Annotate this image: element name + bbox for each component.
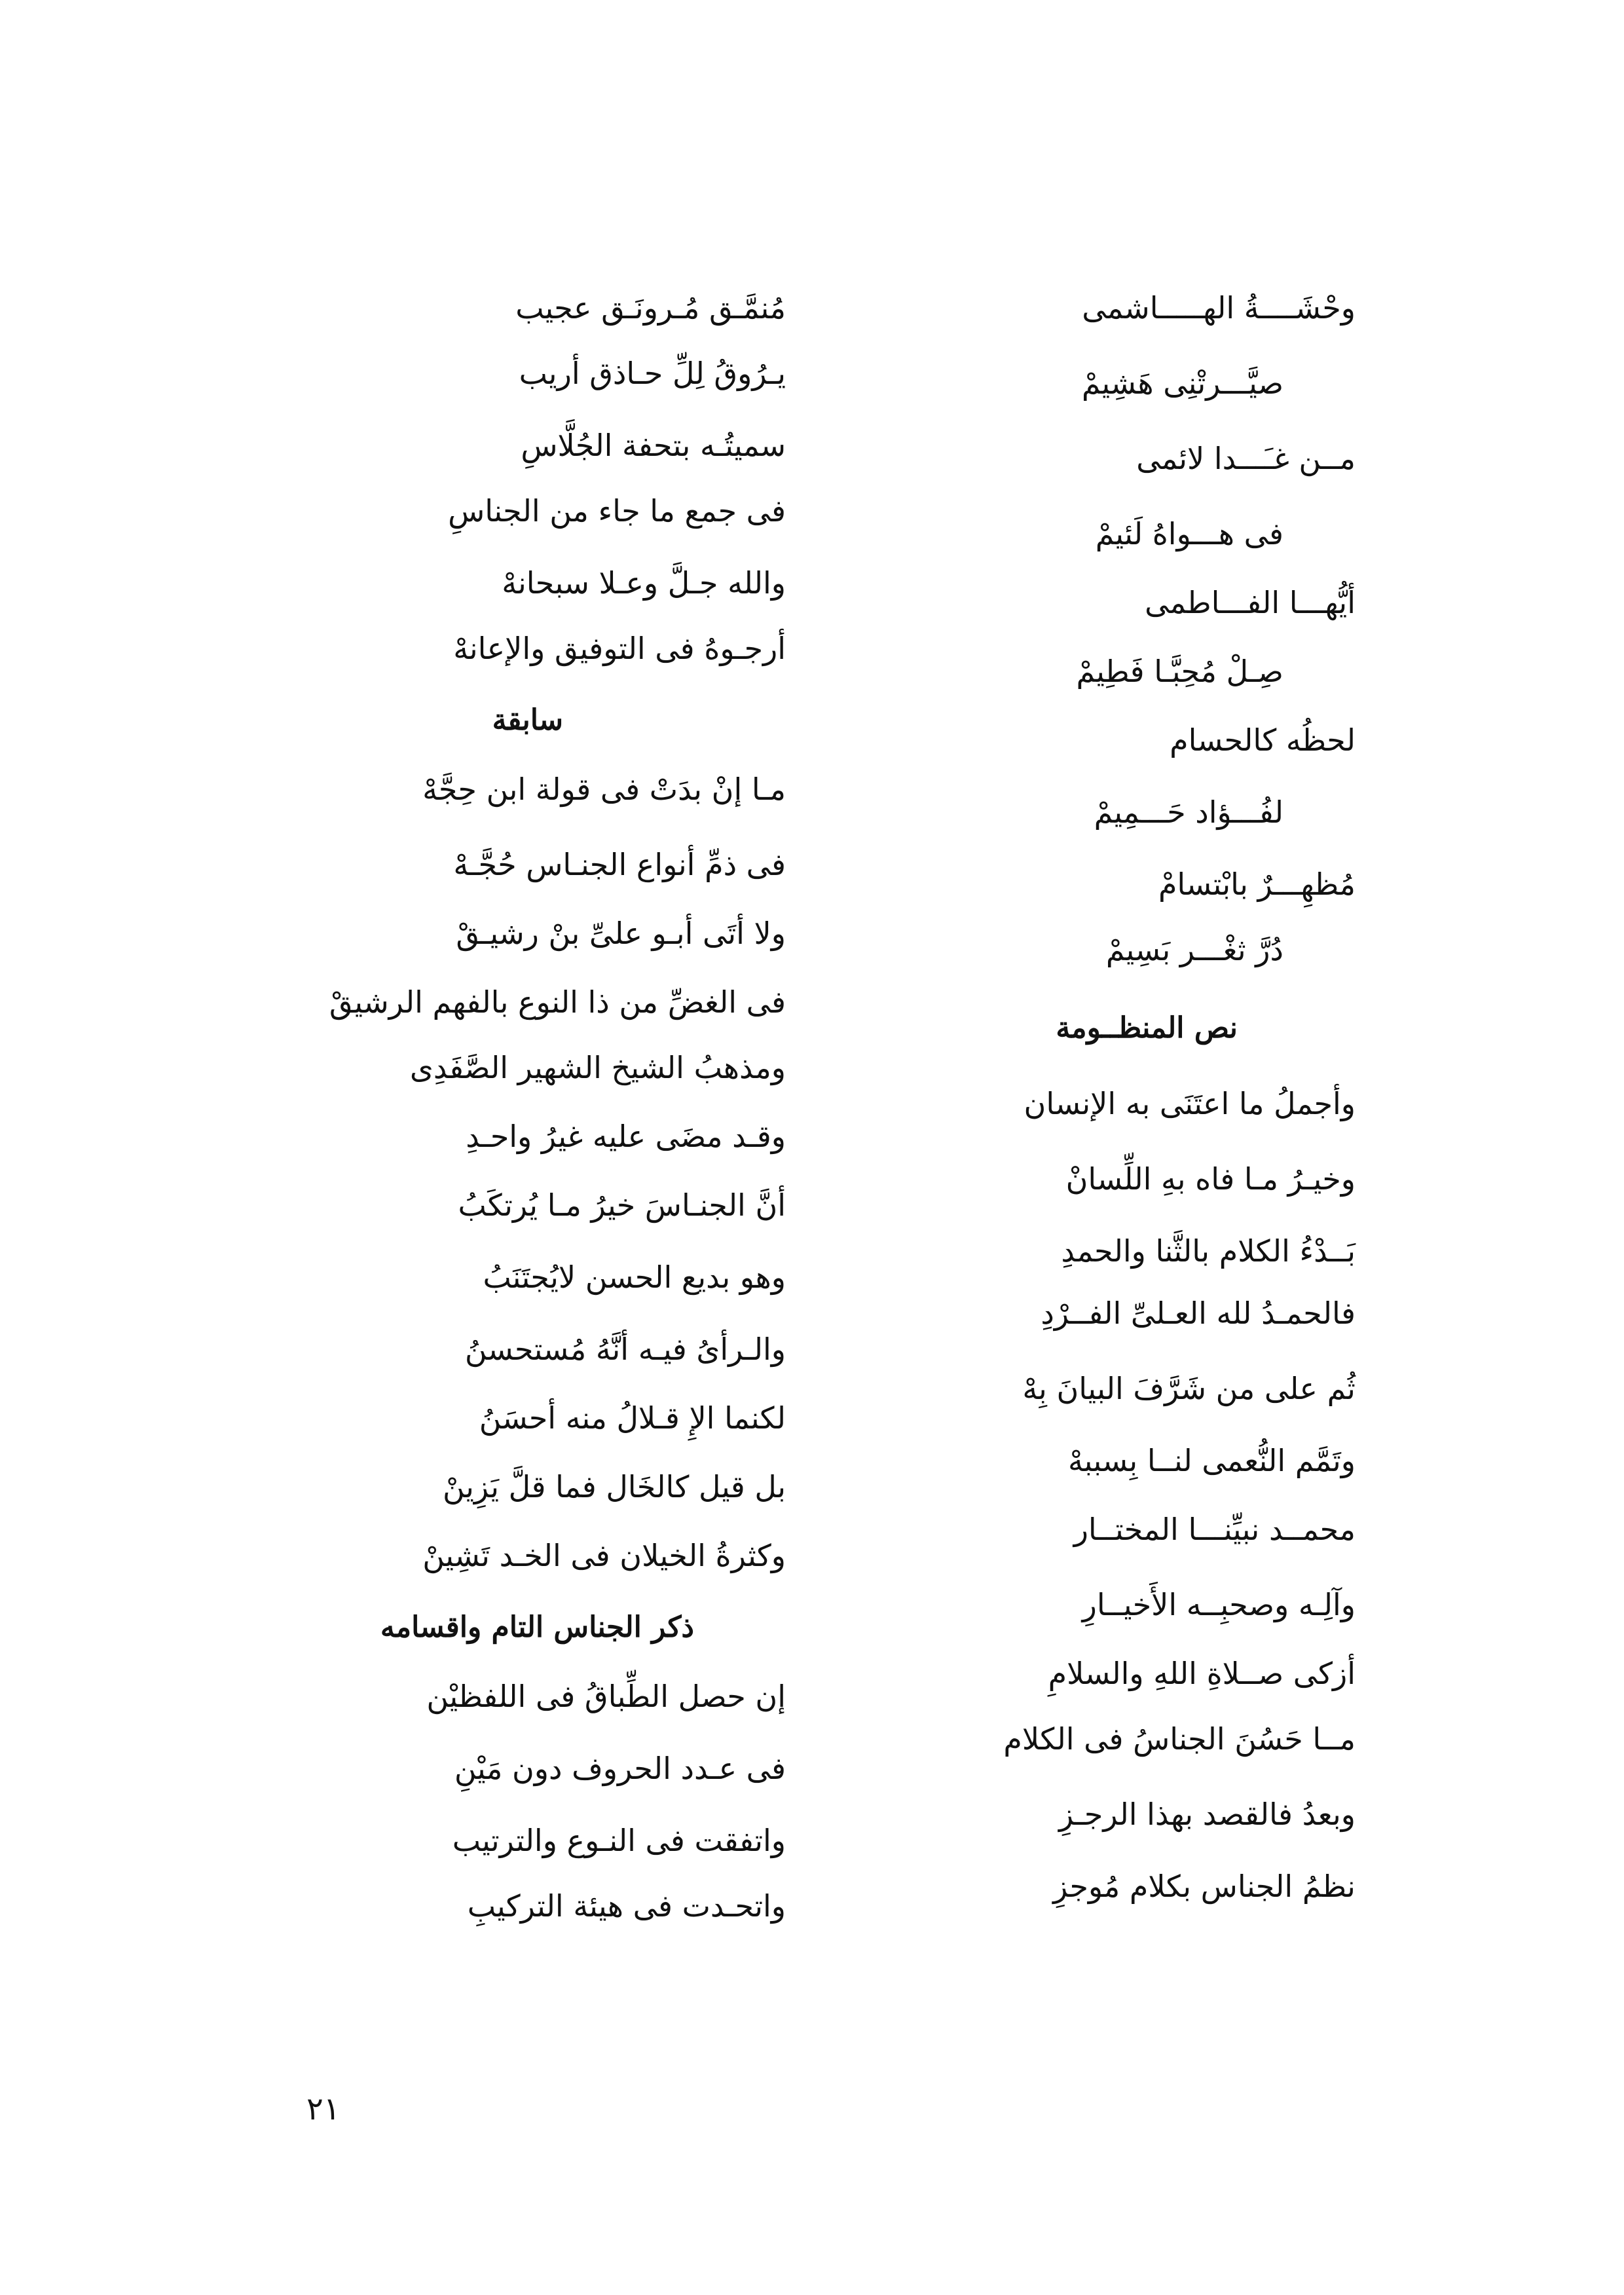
verse-line: وخيـرُ مـا فاه بهِ اللِّسانْ [1065,1161,1356,1197]
verse-line: يـرُوقُ لِلِّ حـاذق أريب [519,356,786,391]
verse-line: دُرَّ ثغْـــر بَسِيمْ [1105,932,1283,967]
verse-line: فى جمع ما جاء من الجناسِ [448,493,786,529]
verse-line: محمــد نبيِّنـــا المختــار [1073,1512,1356,1547]
verse-line: والـرأىُ فيـه أنَّهُ مُستحسنُ [464,1332,786,1367]
section-heading: ذكر الجناس التام واقسامه [380,1611,694,1644]
verse-line: صِـلْ مُحِبَّـا فَطِيمْ [1076,654,1283,689]
verse-line: فى الغضِّ من ذا النوع بالفهم الرشيقْ [329,984,786,1020]
verse-line: وبعدُ فالقصد بهذا الرجـزِ [1059,1797,1356,1832]
verse-line: فالحمـدُ لله العـلىِّ الفــرْدِ [1041,1296,1356,1331]
verse-line: وحْشَــــةُ الهـــــاشمى [1082,290,1356,326]
verse-line: لحظُه كالحسام [1170,722,1356,758]
verse-line: ومذهبُ الشيخ الشهير الصَّفَدِى [409,1050,786,1085]
verse-line: ولا أتَى أبـو علىِّ بنْ رشيـقْ [456,916,786,951]
verse-line: ثُم على من شَرَّفَ البيانَ بِهْ [1022,1371,1356,1406]
verse-line: إن حصل الطِّباقُ فى اللفظيْن [426,1679,786,1714]
verse-line: مـا إنْ بدَتْ فى قولة ابن حِجَّهْ [422,772,786,807]
verse-line: مــن غـَـــدا لائمى [1136,441,1356,476]
verse-line: لكنما الإِ قـلالُ منه أحسَنُ [479,1400,786,1436]
verse-line: سميتُـه بتحفة الجُلَّاسِ [521,428,786,463]
verse-line: فى ذمِّ أنواع الجنـاس حُجَّـهْ [453,847,786,882]
page-number: ٢١ [306,2091,341,2127]
verse-line: مــا حَسُنَ الجناسُ فى الكلام [1003,1721,1356,1757]
verse-line: وهو بديع الحسن لايُجتَنَبُ [483,1259,786,1295]
section-heading: سابقة [492,703,563,737]
verse-line: أنَّ الجنـاسَ خيرُ مـا يُرتكَبُ [458,1187,786,1223]
verse-line: واتفقت فى النـوع والترتيب [452,1823,786,1858]
verse-line: وقـد مضَى عليه غيرُ واحـدِ [466,1119,786,1154]
verse-line: فى عـدد الحروف دون مَيْنِ [454,1751,786,1786]
verse-line: بَــدْءُ الكلام بالثَّنا والحمدِ [1061,1233,1356,1269]
verse-line: وأجملُ ما اعتَنَى به الإنسان [1024,1086,1356,1121]
verse-line: مُظهِـــرٌ بابْتسامْ [1158,867,1356,902]
verse-line: أرجـوهُ فى التوفيق والإعانهْ [453,631,786,666]
verse-line: والله جـلَّ وعـلا سبحانهْ [502,565,786,601]
verse-line: وآلِـه وصحبِــه الأَخيــارِ [1082,1587,1356,1622]
verse-line: أيُّهـــا الفـــاطمى [1145,585,1356,620]
verse-line: نظمُ الجناس بكلام مُوجزِ [1053,1869,1356,1904]
verse-line: بل قيل كالخَال فما قلَّ يَزِينْ [443,1469,786,1504]
verse-line: صيَّـــرتْنِى هَشِيمْ [1081,365,1283,401]
verse-line: فى هـــواهُ لَئيمْ [1095,516,1283,551]
verse-line: لفُـــؤاد حَـــمِيمْ [1094,794,1283,830]
verse-line: مُنمَّـق مُـرونَـق عجيب [515,290,786,326]
verse-line: واتحـدت فى هيئة التركيبِ [467,1888,786,1924]
verse-line: أزكى صــلاةِ اللهِ والسلامِ [1048,1656,1356,1691]
section-heading: نص المنظــومة [1056,1011,1238,1045]
verse-line: وتَمَّم النُّعمى لنــا بِسببهْ [1067,1443,1356,1478]
verse-line: وكثرةُ الخيلان فى الخـد تَشِينْ [422,1538,786,1573]
